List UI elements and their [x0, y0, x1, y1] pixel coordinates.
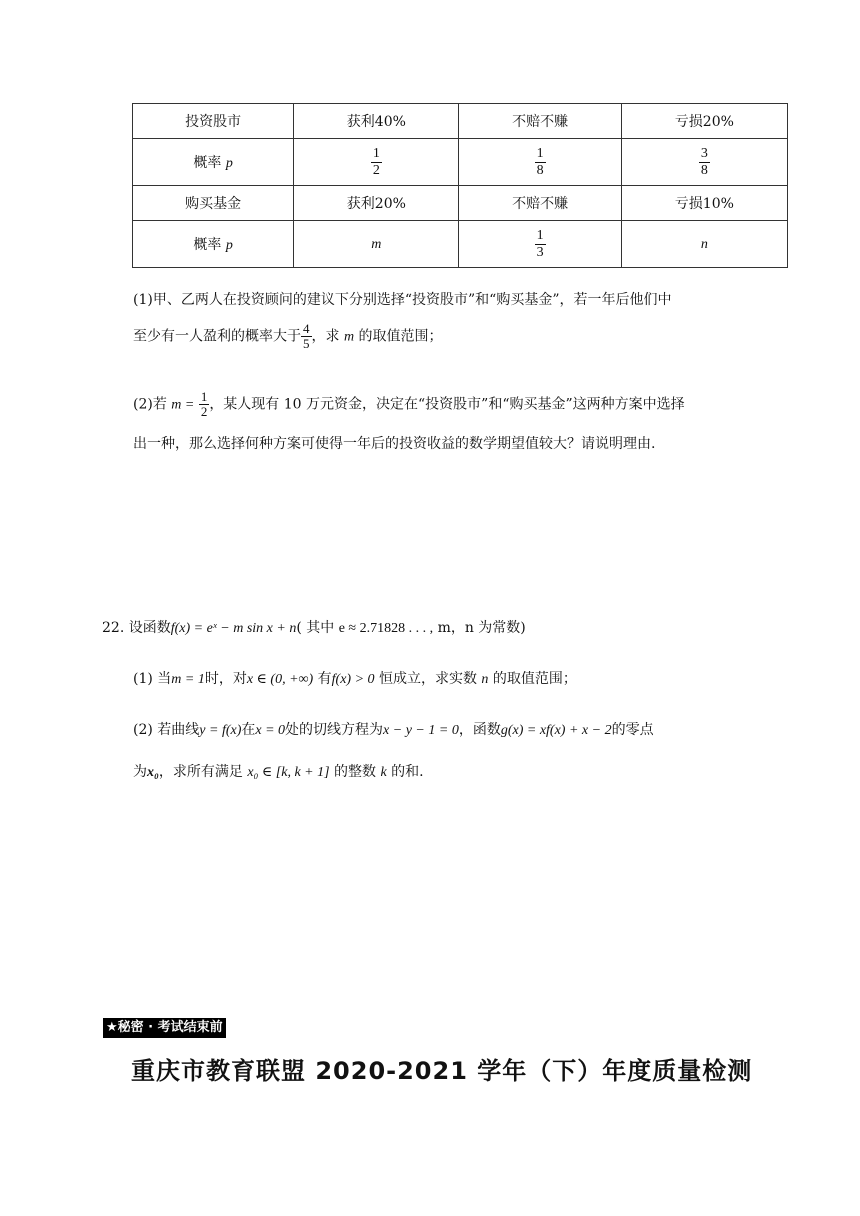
- table-cell: [459, 221, 621, 268]
- exam-title: 重庆市教育联盟 2020-2021 学年（下）年度质量检测: [131, 1057, 753, 1085]
- table-cell: [133, 221, 294, 268]
- q1-line2: 至少有一人盈利的概率大于 $\frac{4}{5}$ ，求 m 的取值范围；: [133, 321, 443, 351]
- table-cell: 亏损20%: [621, 104, 787, 139]
- table-cell: 投资股市: [133, 104, 294, 139]
- table-cell: [294, 139, 459, 186]
- table-row: [133, 186, 788, 221]
- confidential-badge: ★秘密 · 考试结束前: [103, 1018, 226, 1038]
- table-cell: 不赔不赚: [459, 186, 621, 221]
- table-cell: 亏损10%: [621, 186, 787, 221]
- table-cell: 购买基金: [133, 186, 294, 221]
- q2-line2: 出一种，那么选择何种方案可使得一年后的投资收益的数学期望值较大？请说明理由.: [133, 436, 656, 452]
- prob-label: 概率: [193, 237, 222, 253]
- p22-sub2-line1: (2) 若曲线y = f(x)在x = 0处的切线方程为x − y − 1 = 0，函数g(x) = xf(x) + x − 2的零点: [133, 722, 654, 738]
- prob-label: 概率: [193, 155, 222, 171]
- table-row: [133, 104, 788, 139]
- table-cell: [459, 139, 621, 186]
- q1-line1: (1)甲、乙两人在投资顾问的建议下分别选择“投资股市”和“购买基金”，若一年后他们中: [133, 292, 672, 308]
- fraction: $\frac{3}{8}$: [700, 145, 708, 178]
- m-variable: m: [371, 236, 382, 252]
- table-cell: [133, 139, 294, 186]
- q2-line1: (2)若 m = $\frac{1}{2}$ ，某人现有 10 万元资金，决定在“投资股市”和“购买基金”这两种方案中选择: [133, 389, 685, 419]
- p22-sub2-line2: 为x₀，求所有满足 x₀ ∈ [k, k + 1] 的整数 k 的和.: [133, 764, 424, 780]
- probability-table: [132, 103, 788, 268]
- p-symbol: p: [225, 238, 233, 253]
- table-cell: [621, 139, 787, 186]
- fraction: $\frac{1}{3}$: [536, 227, 544, 260]
- p22-intro: 22. 设函数f(x) = eˣ − m sin x + n( 其中 e ≈ 2.71828 . . . , m，n 为常数): [102, 620, 526, 636]
- fraction: $\frac{1}{2}$: [372, 145, 380, 178]
- table-cell: 获利20%: [294, 186, 459, 221]
- fraction: $\frac{4}{5}$: [303, 321, 310, 351]
- n-variable: n: [700, 236, 708, 252]
- fraction: $\frac{1}{2}$: [200, 389, 208, 419]
- table-cell: 获利40%: [294, 104, 459, 139]
- table-cell: [621, 221, 787, 268]
- fraction: $\frac{1}{8}$: [536, 145, 544, 178]
- table-row: [133, 221, 788, 268]
- p22-sub1: (1) 当m = 1时，对x ∈ (0, +∞) 有f(x) > 0 恒成立，求实数 n 的取值范围；: [133, 671, 577, 687]
- p-symbol: p: [225, 156, 233, 171]
- table-row: [133, 139, 788, 186]
- table-cell: 不赔不赚: [459, 104, 621, 139]
- table-cell: [294, 221, 459, 268]
